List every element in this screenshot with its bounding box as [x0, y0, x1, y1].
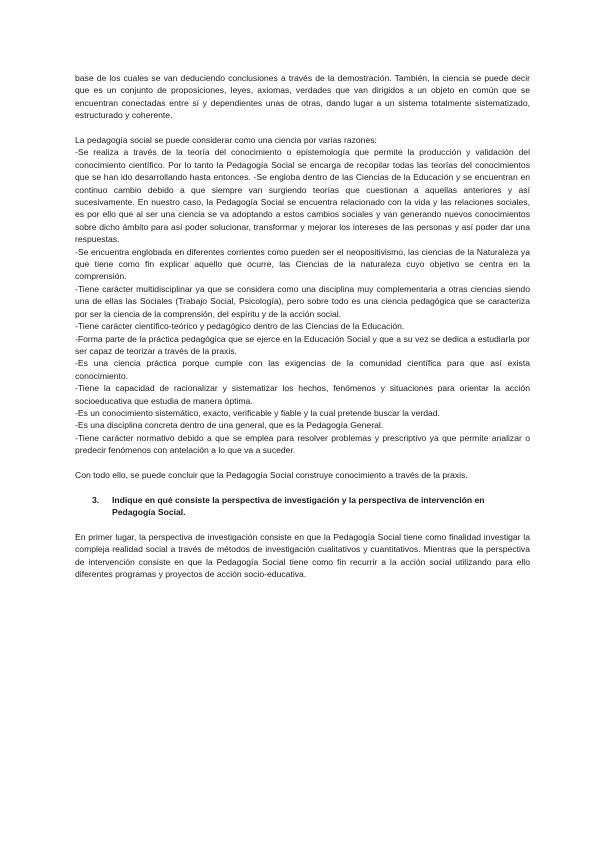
question-heading: [75, 494, 530, 519]
reason-item: -Es una disciplina concreta dentro de una general, que es la Pedagogía General.: [75, 420, 384, 431]
spacer: [75, 519, 530, 531]
spacer: [75, 122, 530, 134]
reason-item: -Es un conocimiento sistemático, exacto, verificable y fiable y la cual pretende buscar la verdad.: [75, 407, 440, 418]
reasons-intro: La pedagogía social se puede considerar como una ciencia por varias razones:: [75, 135, 377, 146]
conclusion-paragraph: Con todo ello, se puede concluir que la Pedagogía Social construye conocimiento a través de la praxis.: [75, 469, 468, 480]
reason-item: -Forma parte de la práctica pedagógica que se ejerce en la Educación Social y que a su vez se dedica a estudiarla por ser capaz de teorizar a través de la praxis.: [75, 333, 530, 356]
reason-item: -Tiene carácter normativo debido a que se emplea para resolver problemas y prescriptivo ya que permite analizar o predecir fenómenos con antelación a lo que va a suceder.: [75, 432, 530, 456]
spacer: [75, 481, 530, 493]
reason-item: -Tiene la capacidad de racionalizar y sistematizar los hechos, fenómenos y situaciones para orientar la acción socioeducativa que estudia de manera óptima.: [75, 383, 530, 406]
document-page: [75, 72, 530, 581]
reason-item: -Se realiza a través de la teoría del conocimiento o epistemología que permite la producción y validación del conocimiento científico. Por lo tanto la Pedagogía Social se encarga de recopilar todas las teorías del conocimientos que se han ido desarrollando hasta entonces. -Se engloba dentro de las Ciencias de la Educación y se encuentran en continuo cambio debido a que siempre van surgiendo teorías que cuestionan a aquellas anteriores y así sucesivamente. En nuestro caso, la Pedagogía Social se encuentra relacionado con la vida y las relaciones sociales, es por ello que al ser una ciencia se va adoptando a estos cambios sociales y van generando nuevos conocimientos sobre dicho ámbito para así poder solucionar, transformar y mejorar los intereses de las personas y así poder dar una respuestas.: [75, 147, 530, 245]
reason-item: -Tiene carácter multidisciplinar ya que se considera como una disciplina muy complementaria a otras ciencias siendo una de ellas las Sociales (Trabajo Social, Psicología), pero sobre todo es una ciencia pedagógica que se caracteriza por ser la ciencia de la comprensión, del espíritu y de la acción social.: [75, 283, 530, 319]
answer-paragraph: En primer lugar, la perspectiva de investigación consiste en que la Pedagogía Social tiene como finalidad investigar la compleja realidad social a través de métodos de investigación cualitativos y cuantitativos. Mientras que la perspectiva de intervención consiste en que la Pedagogía Social tiene como fin recurrir a la acción social utilizando para ello diferentes programas y proyectos de acción socio-educativa.: [75, 531, 530, 580]
question-text: Indique en qué consiste la perspectiva de investigación y la perspectiva de intervención en Pedagogía Social.: [112, 494, 485, 518]
reason-item: -Tiene carácter científico-teórico y pedagógico dentro de las Ciencias de la Educación.: [75, 321, 405, 332]
question-number: 3.: [92, 494, 100, 505]
intro-paragraph: base de los cuales se van deduciendo conclusiones a través de la demostración. También, la ciencia se puede decir que es un conjunto de proposiciones, leyes, axiomas, verdades que van dirigidos a un objeto en común que se encuentran conectadas entre sí y dependientes unas de otras, dando lugar a un sistema totalmente sistematizado, estructurado y coherente.: [75, 73, 530, 121]
reason-item: -Es una ciencia práctica porque cumple con las exigencias de la comunidad científica para que así exista conocimiento.: [75, 358, 530, 381]
reason-item: -Se encuentra englobada en diferentes corrientes como pueden ser el neopositivismo, las ciencias de la Naturaleza ya que tiene como fin explicar aquello que ocurre, las Ciencias de la naturaleza cuyo objetivo se centra en la comprensión.: [75, 246, 530, 282]
spacer: [75, 457, 530, 469]
